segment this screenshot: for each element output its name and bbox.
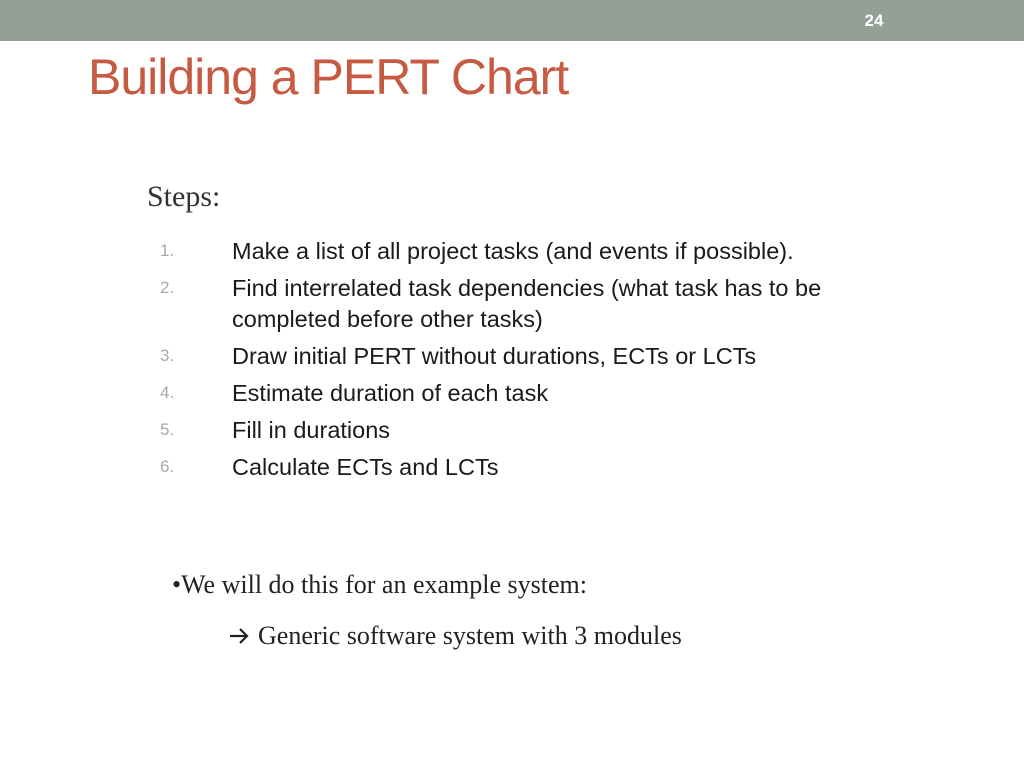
step-text: Find interrelated task dependencies (what task has to be completed before other tasks) — [232, 275, 822, 332]
example-bullet: •We will do this for an example system: — [172, 570, 587, 599]
slide-number: 24 — [864, 11, 884, 30]
step-number: 6. — [160, 457, 175, 476]
step-item-5 — [160, 415, 920, 446]
step-text: Estimate duration of each task — [232, 380, 549, 406]
step-item-1 — [160, 236, 920, 267]
step-item-4 — [160, 378, 920, 409]
step-text: Draw initial PERT without durations, ECTs or LCTs — [232, 343, 757, 369]
step-text: Fill in durations — [232, 417, 391, 443]
step-number: 2. — [160, 278, 175, 297]
step-number: 1. — [160, 241, 175, 260]
slide-title: Building a PERT Chart — [88, 49, 569, 105]
steps-list — [160, 236, 920, 489]
slide-header-bar — [0, 0, 1024, 41]
step-number: 3. — [160, 346, 175, 365]
step-number: 5. — [160, 420, 175, 439]
step-item-3 — [160, 341, 920, 372]
step-text: Calculate ECTs and LCTs — [232, 454, 499, 480]
example-sub-item — [228, 621, 682, 651]
step-item-2 — [160, 273, 920, 335]
step-number: 4. — [160, 383, 175, 402]
right-arrow-icon — [228, 627, 250, 645]
step-item-6 — [160, 452, 920, 483]
step-text: Make a list of all project tasks (and events if possible). — [232, 238, 794, 264]
example-sub-item-text: Generic software system with 3 modules — [258, 621, 682, 650]
steps-heading: Steps: — [147, 180, 221, 213]
